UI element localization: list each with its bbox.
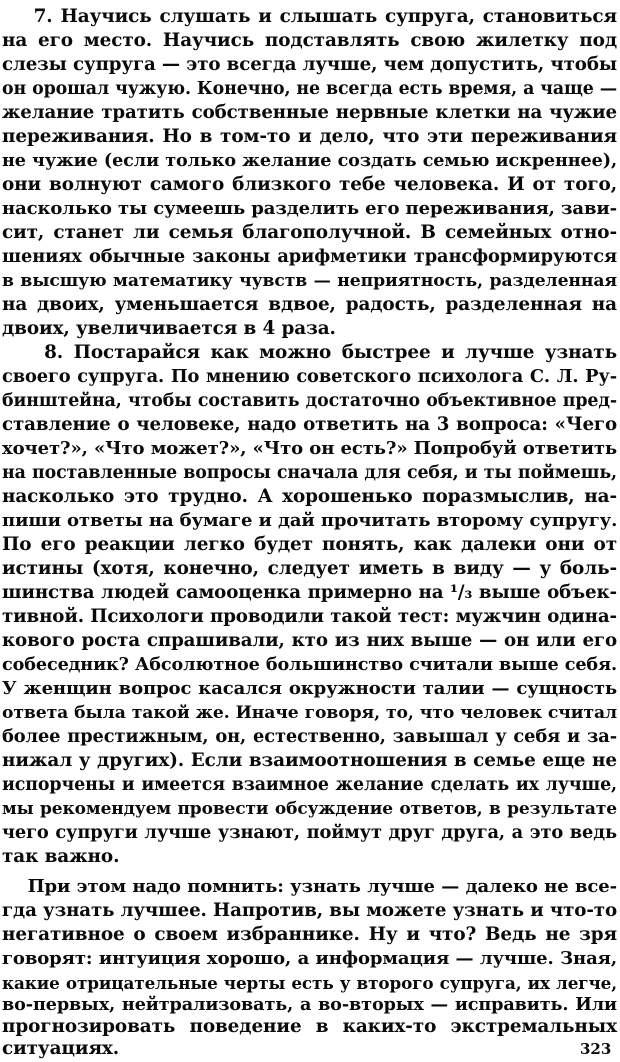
text-line: чего супруги лучше узнают, поймут друг друга, а это ведь bbox=[2, 822, 617, 843]
text-line: ситуациях. bbox=[2, 1038, 120, 1059]
text-line: гда узнать лучшее. Напротив, вы можете узнать и что-то bbox=[2, 900, 617, 921]
text-line: пиши ответы на бумаге и дай прочитать второму супругу. bbox=[2, 510, 618, 531]
text-line: шениях обычные законы арифметики трансформируются bbox=[2, 246, 617, 267]
text-line: По его реакции легко будет понять, как далеки они от bbox=[2, 534, 617, 555]
text-line: двоих, увеличивается в 4 раза. bbox=[2, 318, 336, 339]
text-line: сит, станет ли семья благополучной. В семейных отно- bbox=[2, 222, 617, 243]
text-line: хочет?», «Что может?», «Что он есть?» Попробуй ответить bbox=[2, 438, 617, 459]
text-line: кового роста спрашивали, кто из них выше — он или его bbox=[2, 630, 617, 651]
text-line: он орошал чужую. Конечно, не всегда есть время, а чаще — bbox=[2, 79, 617, 99]
text-line: тивной. Психологи проводили такой тест: мужчин одина- bbox=[2, 606, 617, 627]
text-line: собеседник? Абсолютное большинство считали выше себя. bbox=[2, 654, 617, 675]
text-line: 7. Научись слушать и слышать супруга, становиться bbox=[2, 6, 617, 27]
text-line: негативное о своем избраннике. Ну и что? Ведь не зря bbox=[2, 924, 617, 945]
text-line: шинства людей самооценка примерно на ¹/₃ выше объек- bbox=[2, 582, 617, 603]
text-line: истины (хотя, конечно, следует иметь в виду — у боль- bbox=[2, 558, 617, 579]
text-line: насколько это трудно. А хорошенько поразмыслив, на- bbox=[2, 486, 617, 507]
text-line: ответа была такой же. Иначе говоря, то, что человек считал bbox=[2, 703, 617, 723]
text-line: они волнуют самого близкого тебе человека. И от того, bbox=[2, 174, 617, 195]
text-line: прогнозировать поведение в каких-то экстремальных bbox=[2, 1016, 617, 1037]
text-line: своего супруга. По мнению советского психолога С. Л. Ру- bbox=[2, 366, 617, 387]
text-line: У женщин вопрос касался окружности талии — сущность bbox=[2, 678, 617, 699]
text-line: нижал у других). Если взаимоотношения в семье еще не bbox=[2, 750, 617, 771]
text-line: говорят: интуиция хорошо, а информация — лучше. Зная, bbox=[2, 948, 617, 969]
page-number: 323 bbox=[580, 1040, 612, 1058]
text-line: бинштейна, чтобы составить достаточно объективное пред- bbox=[2, 391, 617, 411]
text-line: желание тратить собственные нервные клетки на чужие bbox=[2, 102, 617, 123]
text-line: на двоих, уменьшается вдвое, радость, разделенная на bbox=[2, 294, 617, 315]
text-line: слезы супруга — это всегда лучше, чем допустить, чтобы bbox=[2, 54, 617, 75]
text-line: какие отрицательные черты есть у второго супруга, их легче, bbox=[2, 973, 617, 993]
text-line: во-первых, нейтрализовать, а во-вторых — исправить. Или bbox=[2, 994, 617, 1015]
text-line: испорчены и имеется взаимное желание сделать их лучше, bbox=[2, 775, 617, 795]
text-line: на его место. Научись подставлять свою жилетку под bbox=[2, 30, 617, 51]
text-line: мы рекомендуем провести обсуждение ответов, в результате bbox=[2, 799, 617, 819]
text-line: ставление о человеке, надо ответить на 3 вопроса: «Чего bbox=[2, 414, 617, 435]
text-line: При этом надо помнить: узнать лучше — далеко не все- bbox=[2, 876, 617, 897]
text-line: на поставленные вопросы сначала для себя, и ты поймешь, bbox=[2, 463, 617, 483]
text-line: более престижным, он, естественно, завышал у себя и за- bbox=[2, 726, 617, 747]
text-line: в высшую математику чувств — неприятность, разделенная bbox=[2, 271, 617, 291]
text-line: не чужие (если только желание создать семью искреннее), bbox=[2, 150, 617, 171]
text-line: 8. Постарайся как можно быстрее и лучше узнать bbox=[2, 342, 617, 363]
text-line: переживания. Но в том-то и дело, что эти переживания bbox=[2, 126, 617, 147]
text-line: так важно. bbox=[2, 846, 120, 867]
text-line: насколько ты сумеешь разделить его переживания, зави- bbox=[2, 198, 617, 219]
